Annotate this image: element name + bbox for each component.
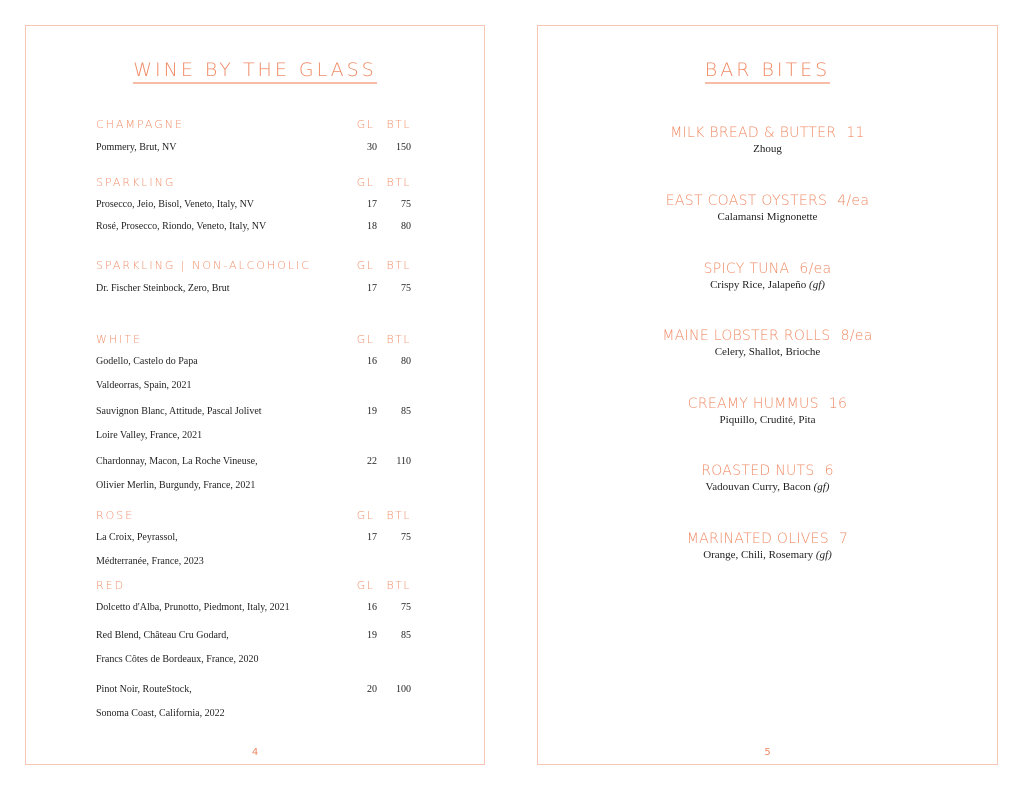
- section-header: [96, 175, 411, 191]
- bite-description: Crispy Rice, Jalapeño: [710, 279, 807, 291]
- section-header: [96, 578, 411, 594]
- bite-item: [538, 125, 997, 155]
- bottle-price: 80: [401, 221, 411, 232]
- wine-row: [96, 142, 411, 154]
- section-heading: SPARKLING: [96, 176, 176, 189]
- wine-row: [96, 630, 411, 666]
- col-gl: GL: [356, 176, 375, 189]
- col-btl: BTL: [386, 176, 411, 189]
- bottle-price: 85: [401, 630, 411, 641]
- page-title-text: WINE BY THE GLASS: [133, 59, 377, 84]
- bite-description: Vadouvan Curry, Bacon: [705, 481, 811, 493]
- col-btl: BTL: [386, 259, 411, 272]
- section-red: [96, 578, 411, 720]
- menu-page-bar-bites: [537, 25, 998, 765]
- bite-item: [538, 396, 997, 426]
- col-btl: BTL: [386, 509, 411, 522]
- wine-origin: Médterranée, France, 2023: [96, 556, 204, 567]
- bite-price: 7: [838, 531, 849, 547]
- wine-row: [96, 684, 411, 720]
- bite-item: [538, 193, 997, 223]
- bite-item: [538, 261, 997, 291]
- bite-price: 8/ea: [840, 328, 873, 344]
- col-btl: BTL: [386, 333, 411, 346]
- section-header: [96, 332, 411, 348]
- bottle-price: 75: [401, 602, 411, 613]
- bottle-price: 75: [401, 283, 411, 294]
- glass-price: 30: [367, 142, 377, 153]
- bottle-price: 75: [401, 199, 411, 210]
- wine-name: Dr. Fischer Steinbock, Zero, Brut: [96, 283, 230, 294]
- wine-name: Chardonnay, Macon, La Roche Vineuse,: [96, 456, 258, 467]
- section-sparkling: [96, 175, 411, 233]
- bite-name: MAINE LOBSTER ROLLS: [662, 328, 831, 344]
- bite-item: [538, 531, 997, 561]
- glass-price: 19: [367, 406, 377, 417]
- glass-price: 19: [367, 630, 377, 641]
- wine-row: [96, 199, 411, 211]
- wine-row: [96, 221, 411, 233]
- wine-name: Sauvignon Blanc, Attitude, Pascal Jolivet: [96, 406, 262, 417]
- bite-description: Celery, Shallot, Brioche: [714, 346, 821, 358]
- section-heading: ROSE: [96, 509, 135, 522]
- bite-name: SPICY TUNA: [703, 261, 790, 277]
- wine-row: [96, 532, 411, 568]
- section-header: [96, 258, 411, 274]
- wine-origin: Valdeorras, Spain, 2021: [96, 380, 192, 391]
- wine-name: Pommery, Brut, NV: [96, 142, 177, 153]
- page-number: 5: [764, 747, 771, 758]
- bottle-price: 100: [396, 684, 411, 695]
- gluten-free-tag: (gf): [809, 279, 825, 291]
- bite-item: [538, 463, 997, 493]
- wine-row: [96, 283, 411, 295]
- gluten-free-tag: (gf): [813, 481, 830, 493]
- glass-price: 22: [367, 456, 377, 467]
- section-sparkling-non-alcoholic: [96, 258, 411, 295]
- bottle-price: 110: [396, 456, 411, 467]
- glass-price: 16: [367, 356, 377, 367]
- wine-name: Dolcetto d'Alba, Prunotto, Piedmont, Italy, 2021: [96, 602, 290, 613]
- section-header: [96, 117, 411, 133]
- glass-price: 16: [367, 602, 377, 613]
- section-heading: RED: [96, 579, 126, 592]
- glass-price: 18: [367, 221, 377, 232]
- wine-name: Prosecco, Jeio, Bisol, Veneto, Italy, NV: [96, 199, 255, 210]
- glass-price: 20: [367, 684, 377, 695]
- section-heading: CHAMPAGNE: [96, 118, 184, 131]
- bite-name: MILK BREAD & BUTTER: [670, 125, 837, 141]
- page-title-text: BAR BITES: [705, 59, 830, 84]
- bottle-price: 85: [401, 406, 411, 417]
- bottle-price: 75: [401, 532, 411, 543]
- bite-name: CREAMY HUMMUS: [687, 396, 819, 412]
- wine-row: [96, 456, 411, 492]
- col-gl: GL: [356, 333, 375, 346]
- bite-price: 16: [828, 396, 848, 412]
- col-gl: GL: [356, 259, 375, 272]
- bite-description: Piquillo, Crudité, Pita: [719, 414, 816, 426]
- bite-item: [538, 328, 997, 358]
- bite-price: 4/ea: [837, 193, 870, 209]
- wine-name: Pinot Noir, RouteStock,: [96, 684, 192, 695]
- bottle-price: 150: [396, 142, 411, 153]
- wine-name: Red Blend, Château Cru Godard,: [96, 630, 229, 641]
- bite-price: 6: [824, 463, 834, 479]
- bite-name: EAST COAST OYSTERS: [665, 193, 828, 209]
- col-btl: BTL: [386, 579, 411, 592]
- section-white: [96, 332, 411, 492]
- menu-page-wine: [25, 25, 485, 765]
- page-number: 4: [251, 747, 259, 758]
- bite-description: Orange, Chili, Rosemary: [703, 549, 814, 561]
- wine-origin: Olivier Merlin, Burgundy, France, 2021: [96, 480, 256, 491]
- glass-price: 17: [367, 532, 377, 543]
- wine-origin: Loire Valley, France, 2021: [96, 430, 203, 441]
- section-header: [96, 508, 411, 524]
- wine-origin: Francs Côtes de Bordeaux, France, 2020: [96, 654, 259, 665]
- bite-price: 11: [846, 125, 865, 141]
- wine-row: [96, 406, 411, 442]
- bite-description: Calamansi Mignonette: [717, 211, 818, 223]
- section-heading: WHITE: [96, 333, 143, 346]
- wine-row: [96, 356, 411, 392]
- section-champagne: [96, 117, 411, 154]
- section-rose: [96, 508, 411, 568]
- gluten-free-tag: (gf): [815, 549, 832, 561]
- col-gl: GL: [356, 509, 375, 522]
- wine-row: [96, 602, 411, 614]
- bite-name: MARINATED OLIVES: [686, 531, 829, 547]
- col-btl: BTL: [386, 118, 411, 131]
- wine-name: Godello, Castelo do Papa: [96, 356, 198, 367]
- wine-name: La Croix, Peyrassol,: [96, 532, 178, 543]
- page-title: [26, 59, 484, 81]
- section-heading: SPARKLING | NON-ALCOHOLIC: [96, 259, 311, 272]
- bite-description: Zhoug: [753, 143, 782, 155]
- bottle-price: 80: [401, 356, 411, 367]
- col-gl: GL: [356, 118, 375, 131]
- wine-name: Rosé, Prosecco, Riondo, Veneto, Italy, NV: [96, 221, 267, 232]
- glass-price: 17: [367, 283, 377, 294]
- wine-origin: Sonoma Coast, California, 2022: [96, 708, 225, 719]
- col-gl: GL: [356, 579, 375, 592]
- bite-price: 6/ea: [799, 261, 832, 277]
- page-title: [538, 59, 997, 81]
- glass-price: 17: [367, 199, 377, 210]
- bite-name: ROASTED NUTS: [701, 463, 815, 479]
